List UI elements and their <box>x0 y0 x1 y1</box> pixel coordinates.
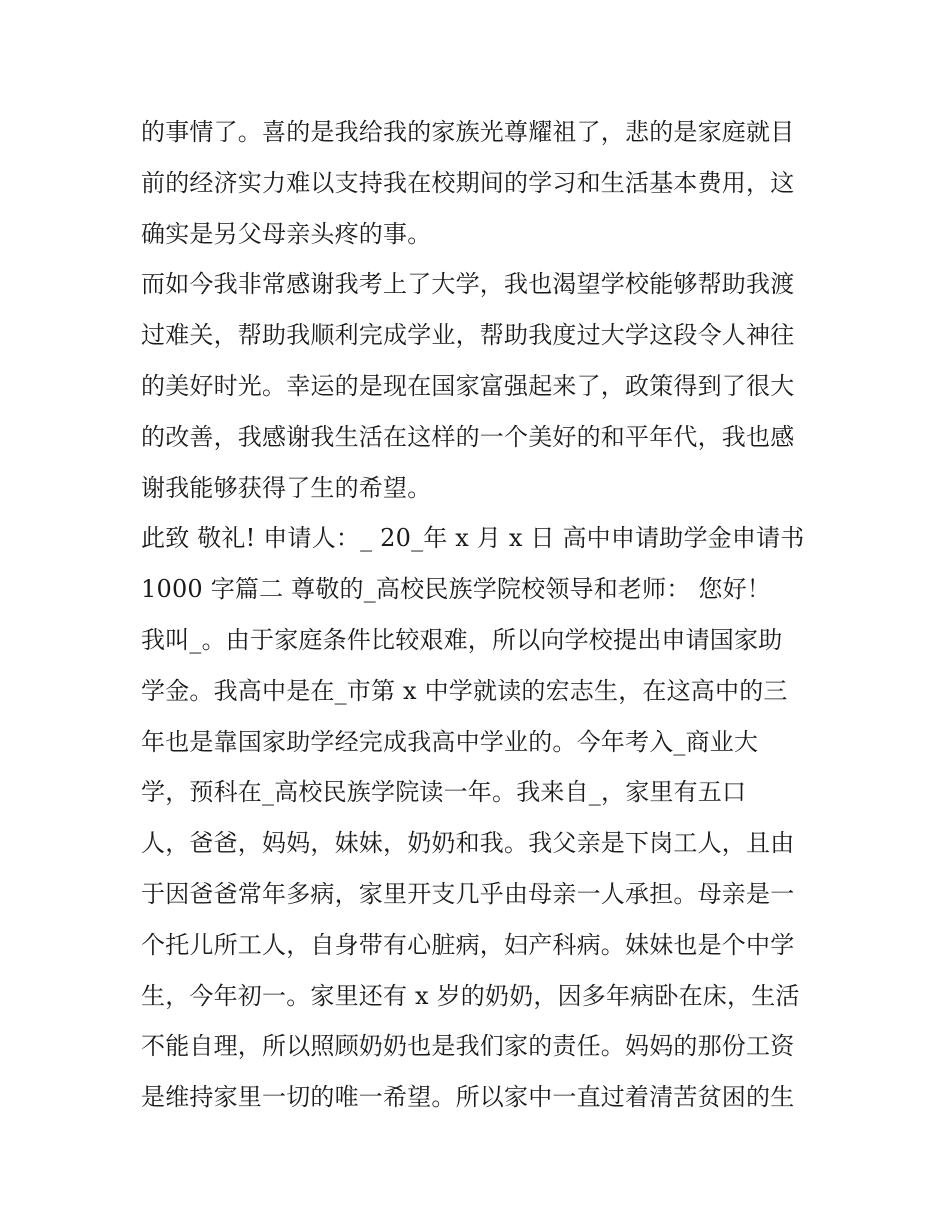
text-line: 的事情了。喜的是我给我的家族光尊耀祖了，悲的是家庭就目 <box>141 118 795 146</box>
text-line: 于因爸爸常年多病，家里开支几乎由母亲一人承担。母亲是一 <box>141 879 795 908</box>
text-line: 人，爸爸，妈妈，妹妹，奶奶和我。我父亲是下岗工人，且由 <box>141 829 795 858</box>
text-line: 的改善，我感谢我生活在这样的一个美好的和平年代，我也感 <box>141 422 795 451</box>
text-line: 是维持家里一切的唯一希望。所以家中一直过着清苦贫困的生 <box>141 1083 795 1112</box>
text-line: 过难关，帮助我顺利完成学业，帮助我度过大学这段令人神往 <box>141 321 795 350</box>
text-line: 学，预科在_高校民族学院读一年。我来自_，家里有五口 <box>141 778 747 807</box>
text-line: 生，今年初一。家里还有 x 岁的奶奶，因多年病卧在床，生活 <box>141 981 800 1010</box>
text-line: 个托儿所工人，自身带有心脏病，妇产科病。妹妹也是个中学 <box>141 930 795 959</box>
text-line: 1000 字篇二 尊敬的_高校民族学院校领导和老师： 您好！ <box>141 575 771 604</box>
text-line: 而如今我非常感谢我考上了大学，我也渴望学校能够帮助我渡 <box>141 270 795 299</box>
text-line: 年也是靠国家助学经完成我高中学业的。今年考入_商业大 <box>141 727 759 756</box>
text-line: 前的经济实力难以支持我在校期间的学习和生活基本费用，这 <box>141 168 795 197</box>
text-line: 我叫_。由于家庭条件比较艰难，所以向学校提出申请国家助 <box>141 625 783 654</box>
text-line: 此致 敬礼! 申请人：_ 20_年 x 月 x 日 高中申请助学金申请书 <box>141 524 805 553</box>
text-line: 不能自理，所以照顾奶奶也是我们家的责任。妈妈的那份工资 <box>141 1032 795 1061</box>
text-line: 的美好时光。幸运的是现在国家富强起来了，政策得到了很大 <box>141 371 795 400</box>
text-line: 谢我能够获得了生的希望。 <box>141 473 432 502</box>
body-text <box>141 107 821 1123</box>
text-line: 学金。我高中是在_市第 x 中学就读的宏志生，在这高中的三 <box>141 676 788 705</box>
text-line: 确实是另父母亲头疼的事。 <box>141 219 432 248</box>
